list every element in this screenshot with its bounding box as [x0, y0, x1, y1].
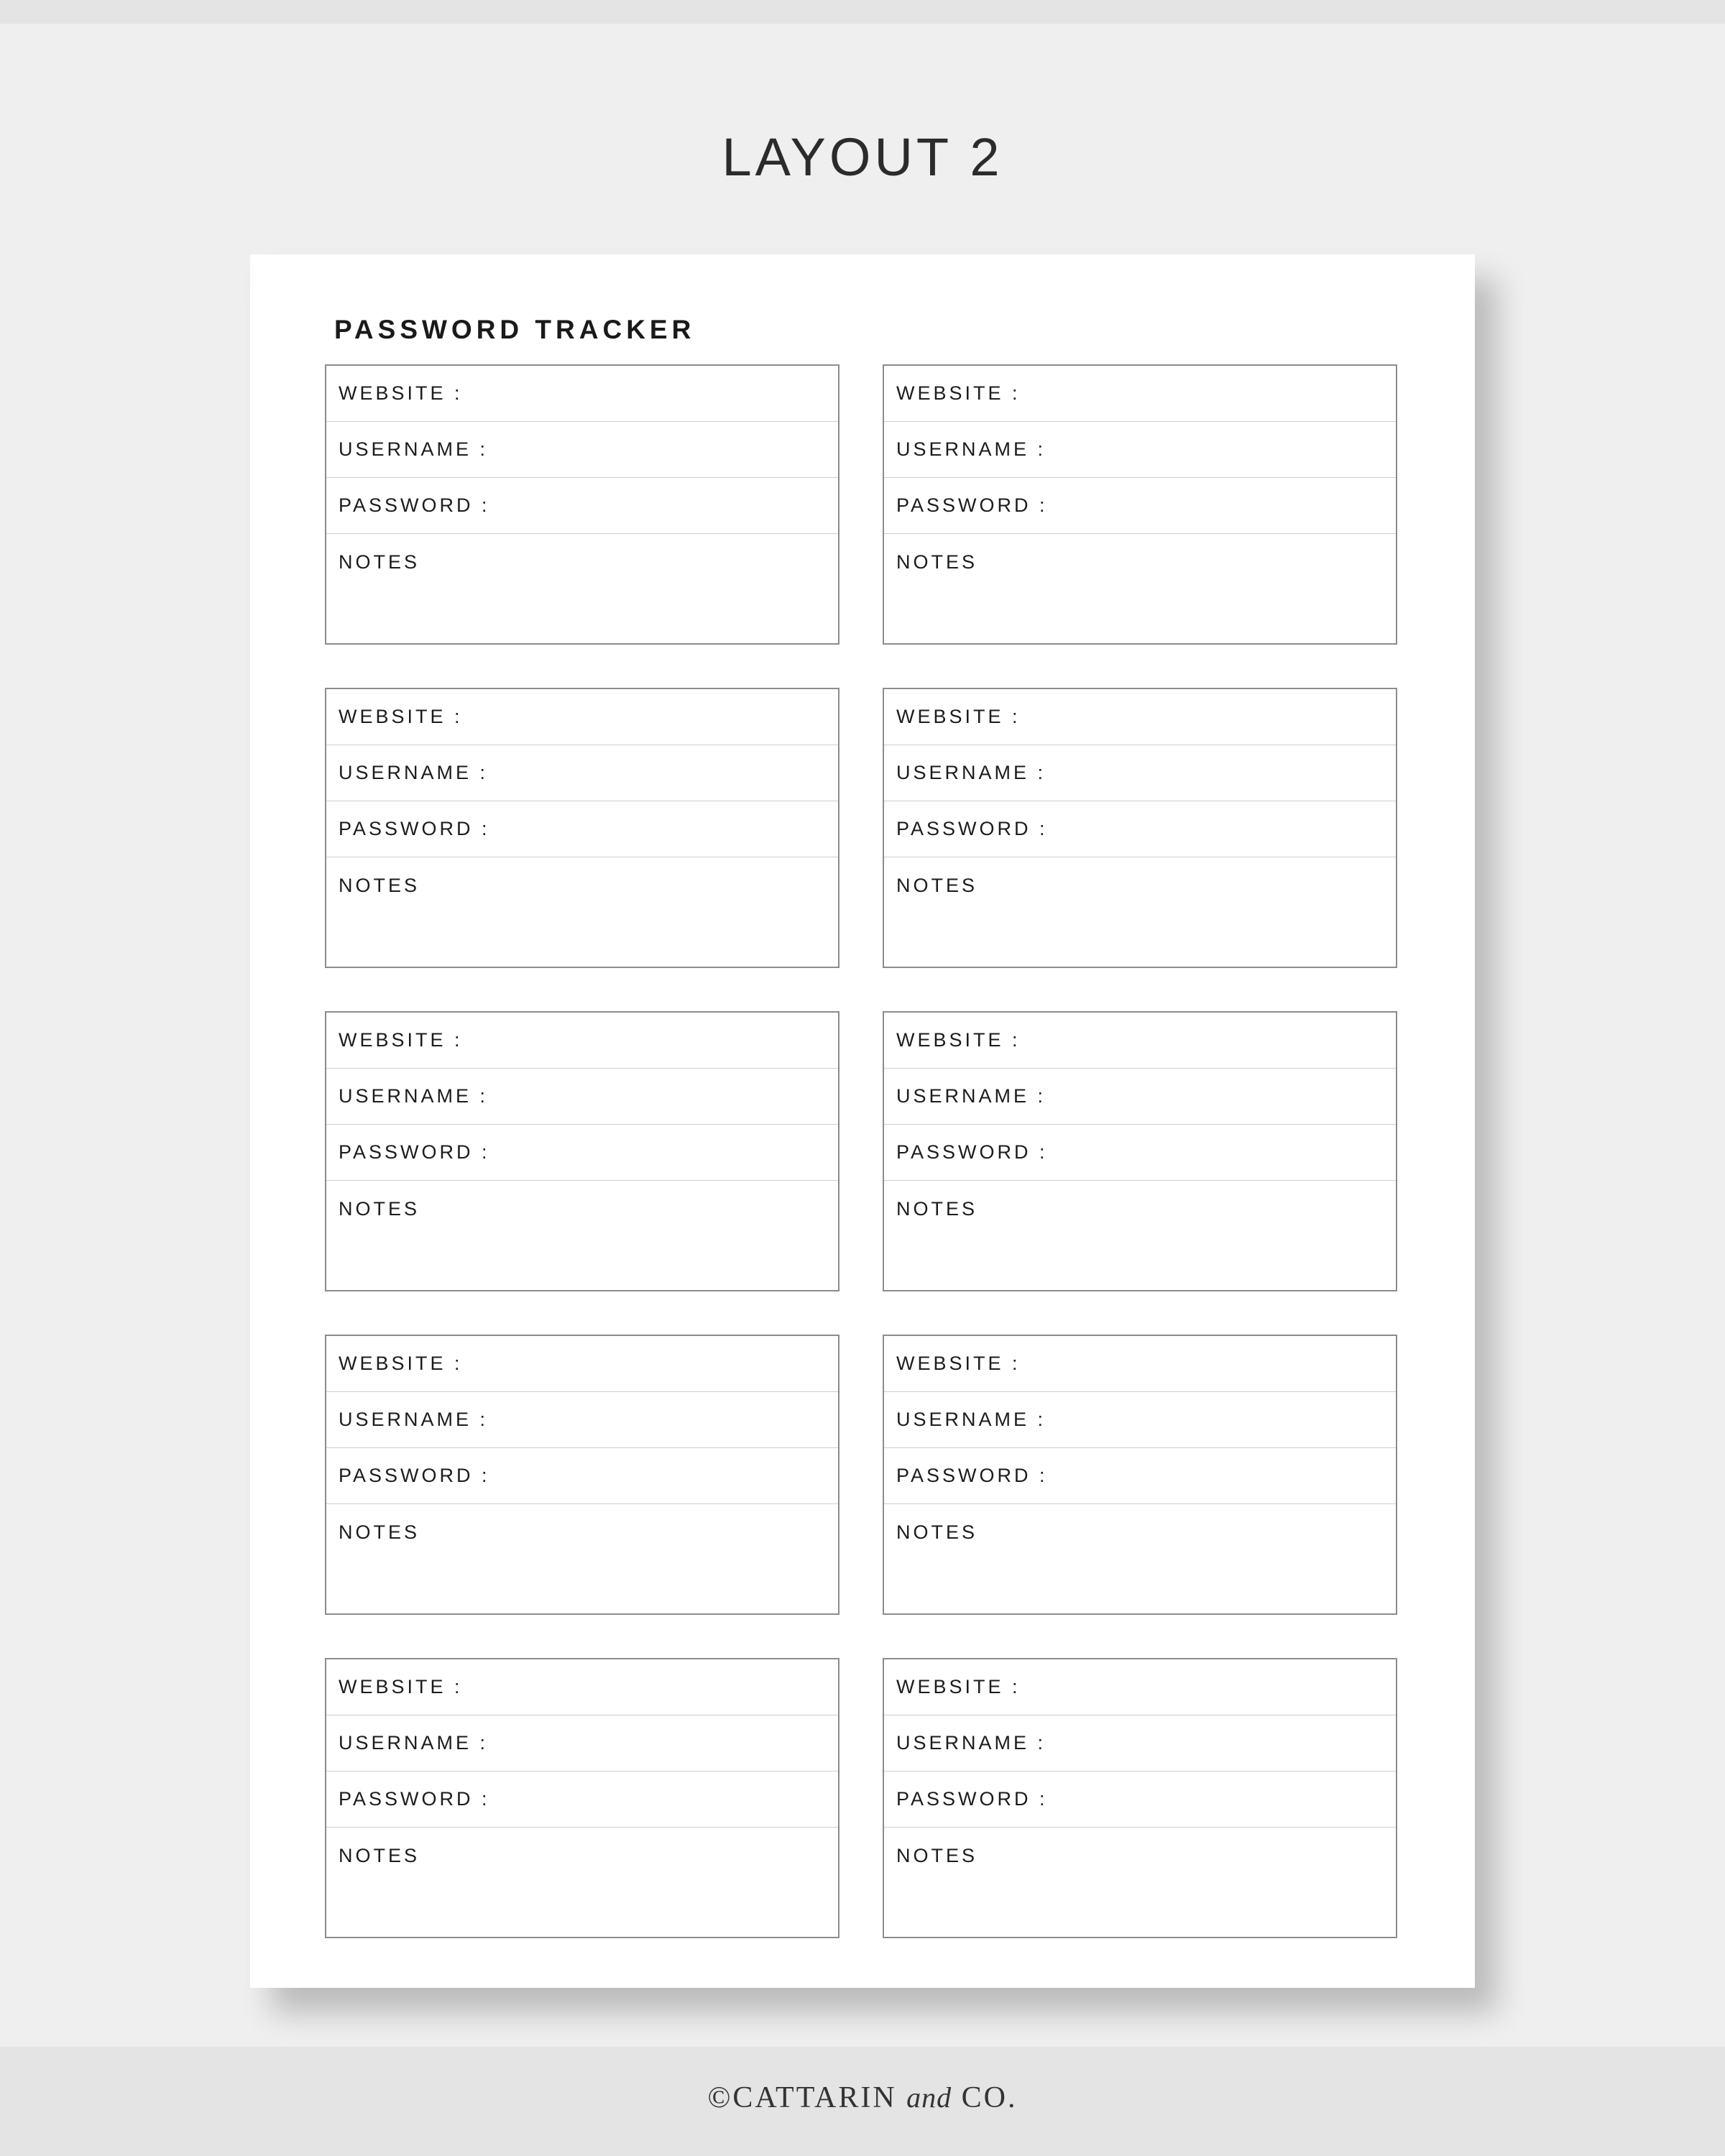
- website-field-label: WEBSITE :: [339, 1676, 463, 1697]
- website-field[interactable]: [326, 1013, 838, 1069]
- password-field[interactable]: [884, 1772, 1396, 1828]
- password-field[interactable]: [326, 1448, 838, 1504]
- notes-field[interactable]: [326, 1181, 838, 1220]
- username-field-label: USERNAME :: [339, 438, 489, 460]
- username-field-label: USERNAME :: [896, 1085, 1046, 1107]
- website-field-label: WEBSITE :: [339, 1353, 463, 1374]
- password-field-label: PASSWORD :: [339, 494, 490, 516]
- website-field-label: WEBSITE :: [896, 706, 1021, 727]
- password-field[interactable]: [326, 478, 838, 534]
- password-entry-card: [883, 1011, 1397, 1291]
- username-field-label: USERNAME :: [339, 1409, 489, 1430]
- username-field-label: USERNAME :: [896, 1409, 1046, 1430]
- password-entry-card: [325, 1011, 840, 1291]
- notes-field[interactable]: [326, 534, 838, 573]
- website-field[interactable]: [884, 1336, 1396, 1392]
- password-entry-card: [883, 364, 1397, 645]
- website-field[interactable]: [326, 1336, 838, 1392]
- password-field-label: PASSWORD :: [896, 1788, 1048, 1810]
- website-field-label: WEBSITE :: [896, 1353, 1021, 1374]
- notes-field[interactable]: [884, 857, 1396, 897]
- footer: [0, 2047, 1725, 2156]
- notes-field-label: NOTES: [896, 1521, 978, 1543]
- password-entry-card: [883, 688, 1397, 968]
- notes-field-label: NOTES: [896, 1845, 978, 1866]
- notes-field-label: NOTES: [339, 551, 420, 573]
- website-field-label: WEBSITE :: [896, 1029, 1021, 1051]
- notes-field-label: NOTES: [896, 1198, 978, 1220]
- website-field[interactable]: [884, 1013, 1396, 1069]
- password-field-label: PASSWORD :: [896, 1141, 1048, 1163]
- notes-field-label: NOTES: [339, 1521, 420, 1543]
- notes-field-label: NOTES: [896, 551, 978, 573]
- password-field-label: PASSWORD :: [896, 818, 1048, 839]
- layout-title: LAYOUT 2: [722, 127, 1003, 187]
- password-field-label: PASSWORD :: [896, 1465, 1048, 1486]
- password-field[interactable]: [326, 1125, 838, 1181]
- username-field[interactable]: [884, 422, 1396, 478]
- notes-field-label: NOTES: [339, 1198, 420, 1220]
- password-field[interactable]: [884, 478, 1396, 534]
- password-field[interactable]: [326, 801, 838, 857]
- notes-field[interactable]: [326, 1504, 838, 1544]
- username-field-label: USERNAME :: [339, 762, 489, 783]
- website-field[interactable]: [326, 366, 838, 422]
- username-field-label: USERNAME :: [896, 438, 1046, 460]
- password-field[interactable]: [326, 1772, 838, 1828]
- website-field-label: WEBSITE :: [339, 1029, 463, 1051]
- notes-field[interactable]: [884, 1181, 1396, 1220]
- username-field[interactable]: [326, 422, 838, 478]
- notes-field[interactable]: [326, 1828, 838, 1867]
- notes-field[interactable]: [884, 1828, 1396, 1867]
- username-field[interactable]: [884, 1069, 1396, 1125]
- password-entry-card: [325, 1335, 840, 1615]
- sheet-title: PASSWORD TRACKER: [334, 315, 696, 344]
- password-field[interactable]: [884, 1125, 1396, 1181]
- website-field-label: WEBSITE :: [339, 382, 463, 404]
- username-field[interactable]: [884, 745, 1396, 801]
- website-field[interactable]: [326, 1659, 838, 1715]
- username-field[interactable]: [326, 1392, 838, 1448]
- username-field[interactable]: [326, 1069, 838, 1125]
- website-field[interactable]: [884, 366, 1396, 422]
- password-field[interactable]: [884, 801, 1396, 857]
- footer-brand-suffix: CO.: [961, 2081, 1018, 2114]
- username-field-label: USERNAME :: [896, 1732, 1046, 1754]
- password-entry-card: [883, 1658, 1397, 1938]
- notes-field[interactable]: [884, 534, 1396, 573]
- notes-field-label: NOTES: [339, 875, 420, 896]
- notes-field-label: NOTES: [339, 1845, 420, 1866]
- username-field-label: USERNAME :: [339, 1085, 489, 1107]
- footer-brand: [0, 2083, 1725, 2113]
- notes-field-label: NOTES: [896, 875, 978, 896]
- password-entry-card: [883, 1335, 1397, 1615]
- password-field-label: PASSWORD :: [896, 494, 1048, 516]
- top-strip: [0, 0, 1725, 24]
- username-field-label: USERNAME :: [896, 762, 1046, 783]
- password-entry-card: [325, 1658, 840, 1938]
- username-field-label: USERNAME :: [339, 1732, 489, 1754]
- notes-field[interactable]: [884, 1504, 1396, 1544]
- footer-brand-and: and: [906, 2081, 952, 2114]
- username-field[interactable]: [326, 745, 838, 801]
- website-field[interactable]: [884, 689, 1396, 745]
- username-field[interactable]: [884, 1392, 1396, 1448]
- website-field[interactable]: [884, 1659, 1396, 1715]
- website-field-label: WEBSITE :: [896, 382, 1021, 404]
- password-field-label: PASSWORD :: [339, 1465, 490, 1486]
- notes-field[interactable]: [326, 857, 838, 897]
- password-entry-card: [325, 364, 840, 645]
- printable-sheet: [250, 254, 1475, 1988]
- password-field[interactable]: [884, 1448, 1396, 1504]
- username-field[interactable]: [884, 1715, 1396, 1772]
- website-field-label: WEBSITE :: [896, 1676, 1021, 1697]
- password-field-label: PASSWORD :: [339, 818, 490, 839]
- website-field-label: WEBSITE :: [339, 706, 463, 727]
- password-field-label: PASSWORD :: [339, 1141, 490, 1163]
- username-field[interactable]: [326, 1715, 838, 1772]
- footer-brand-name: ©CATTARIN: [707, 2081, 897, 2114]
- password-entry-card: [325, 688, 840, 968]
- password-field-label: PASSWORD :: [339, 1788, 490, 1810]
- website-field[interactable]: [326, 689, 838, 745]
